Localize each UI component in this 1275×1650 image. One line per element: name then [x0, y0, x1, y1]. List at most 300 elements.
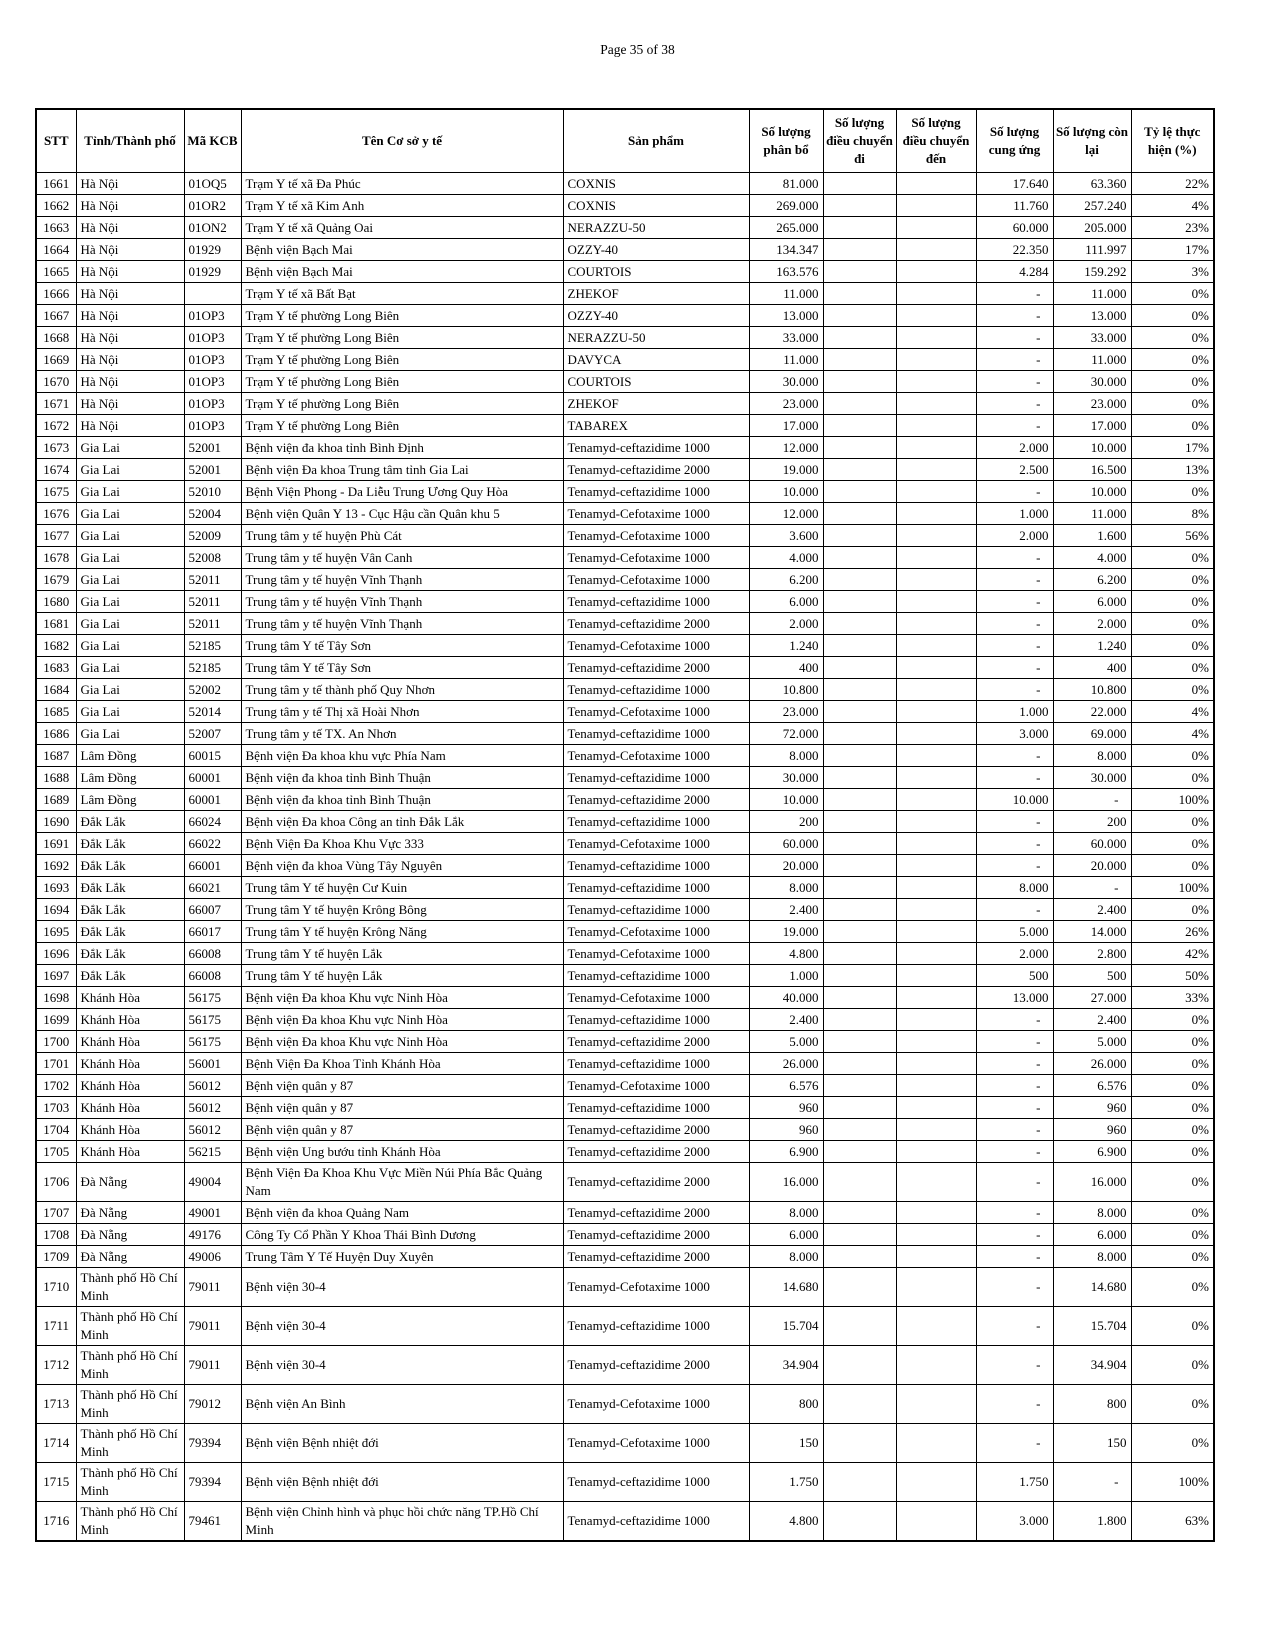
- cell-product: Tenamyd-ceftazidime 1000: [563, 899, 749, 921]
- cell-supplied: 2.500: [976, 459, 1053, 481]
- table-row: [36, 987, 1214, 1009]
- cell-transfer-in: [896, 899, 976, 921]
- cell-province: Hà Nội: [76, 261, 184, 283]
- cell-product: OZZY-40: [563, 305, 749, 327]
- cell-stt: 1703: [36, 1097, 76, 1119]
- cell-code: 52002: [184, 679, 241, 701]
- cell-product: Tenamyd-Cefotaxime 1000: [563, 1385, 749, 1424]
- cell-allocated: 6.000: [749, 591, 823, 613]
- cell-rate: 0%: [1131, 1346, 1214, 1385]
- cell-product: Tenamyd-ceftazidime 2000: [563, 1119, 749, 1141]
- cell-rate: 42%: [1131, 943, 1214, 965]
- cell-transfer-out: [823, 1346, 896, 1385]
- table-row: [36, 1224, 1214, 1246]
- cell-province: Khánh Hòa: [76, 1053, 184, 1075]
- cell-stt: 1705: [36, 1141, 76, 1163]
- table-row: [36, 1075, 1214, 1097]
- cell-transfer-out: [823, 767, 896, 789]
- cell-transfer-in: [896, 877, 976, 899]
- cell-transfer-out: [823, 371, 896, 393]
- cell-allocated: 8.000: [749, 1246, 823, 1268]
- cell-allocated: 13.000: [749, 305, 823, 327]
- table-row: [36, 1119, 1214, 1141]
- cell-transfer-in: [896, 965, 976, 987]
- cell-transfer-out: [823, 1424, 896, 1463]
- cell-remaining: 33.000: [1053, 327, 1131, 349]
- cell-code: 66021: [184, 877, 241, 899]
- cell-stt: 1693: [36, 877, 76, 899]
- column-header-stt: STT: [36, 109, 76, 173]
- cell-stt: 1691: [36, 833, 76, 855]
- cell-remaining: 10.000: [1053, 481, 1131, 503]
- cell-stt: 1695: [36, 921, 76, 943]
- cell-rate: 13%: [1131, 459, 1214, 481]
- cell-rate: 0%: [1131, 855, 1214, 877]
- cell-transfer-in: [896, 459, 976, 481]
- cell-allocated: 200: [749, 811, 823, 833]
- cell-transfer-in: [896, 657, 976, 679]
- cell-facility: Bệnh viện Bệnh nhiệt đới: [241, 1463, 563, 1502]
- table-row: [36, 591, 1214, 613]
- cell-allocated: 17.000: [749, 415, 823, 437]
- cell-remaining: 8.000: [1053, 1202, 1131, 1224]
- cell-facility: Công Ty Cổ Phần Y Khoa Thái Bình Dương: [241, 1224, 563, 1246]
- cell-remaining: 500: [1053, 965, 1131, 987]
- cell-stt: 1700: [36, 1031, 76, 1053]
- cell-product: Tenamyd-ceftazidime 2000: [563, 789, 749, 811]
- cell-product: Tenamyd-Cefotaxime 1000: [563, 833, 749, 855]
- cell-facility: Bệnh viện Quân Y 13 - Cục Hậu cần Quân khu 5: [241, 503, 563, 525]
- cell-transfer-out: [823, 679, 896, 701]
- cell-facility: Bệnh viện đa khoa tỉnh Bình Thuận: [241, 789, 563, 811]
- cell-remaining: 1.240: [1053, 635, 1131, 657]
- cell-rate: 0%: [1131, 1224, 1214, 1246]
- cell-product: Tenamyd-ceftazidime 1000: [563, 591, 749, 613]
- table-row: [36, 195, 1214, 217]
- cell-facility: Bệnh viện Đa khoa Khu vực Ninh Hòa: [241, 987, 563, 1009]
- cell-supplied: -: [976, 415, 1053, 437]
- cell-facility: Trung tâm y tế huyện Vĩnh Thạnh: [241, 613, 563, 635]
- cell-province: Hà Nội: [76, 371, 184, 393]
- cell-transfer-in: [896, 217, 976, 239]
- cell-province: Lâm Đồng: [76, 767, 184, 789]
- cell-transfer-in: [896, 1307, 976, 1346]
- cell-stt: 1709: [36, 1246, 76, 1268]
- table-row: [36, 393, 1214, 415]
- cell-stt: 1708: [36, 1224, 76, 1246]
- cell-province: Hà Nội: [76, 305, 184, 327]
- cell-remaining: 16.000: [1053, 1163, 1131, 1202]
- cell-facility: Bệnh viện đa khoa tỉnh Bình Định: [241, 437, 563, 459]
- cell-rate: 4%: [1131, 701, 1214, 723]
- table-row: [36, 349, 1214, 371]
- cell-supplied: -: [976, 591, 1053, 613]
- cell-stt: 1662: [36, 195, 76, 217]
- cell-facility: Bệnh viện Đa khoa Khu vực Ninh Hòa: [241, 1031, 563, 1053]
- table-row: [36, 811, 1214, 833]
- cell-facility: Trung tâm y tế huyện Vân Canh: [241, 547, 563, 569]
- cell-product: OZZY-40: [563, 239, 749, 261]
- cell-transfer-in: [896, 261, 976, 283]
- table-row: [36, 679, 1214, 701]
- cell-province: Thành phố Hồ Chí Minh: [76, 1385, 184, 1424]
- cell-transfer-in: [896, 789, 976, 811]
- cell-remaining: 30.000: [1053, 371, 1131, 393]
- cell-allocated: 5.000: [749, 1031, 823, 1053]
- cell-province: Khánh Hòa: [76, 1097, 184, 1119]
- cell-stt: 1689: [36, 789, 76, 811]
- cell-code: 01OP3: [184, 371, 241, 393]
- cell-transfer-out: [823, 547, 896, 569]
- table-row: [36, 261, 1214, 283]
- cell-product: Tenamyd-ceftazidime 1000: [563, 723, 749, 745]
- cell-province: Gia Lai: [76, 437, 184, 459]
- cell-stt: 1674: [36, 459, 76, 481]
- cell-code: 56215: [184, 1141, 241, 1163]
- cell-rate: 0%: [1131, 349, 1214, 371]
- cell-province: Lâm Đồng: [76, 745, 184, 767]
- cell-facility: Trung tâm y tế thành phố Quy Nhơn: [241, 679, 563, 701]
- table-row: [36, 1307, 1214, 1346]
- cell-transfer-in: [896, 371, 976, 393]
- cell-transfer-out: [823, 195, 896, 217]
- cell-rate: 0%: [1131, 767, 1214, 789]
- cell-transfer-out: [823, 1141, 896, 1163]
- cell-transfer-in: [896, 569, 976, 591]
- cell-code: 52009: [184, 525, 241, 547]
- table-row: [36, 283, 1214, 305]
- cell-supplied: 13.000: [976, 987, 1053, 1009]
- cell-facility: Trung tâm y tế Thị xã Hoài Nhơn: [241, 701, 563, 723]
- table-row: [36, 767, 1214, 789]
- cell-stt: 1714: [36, 1424, 76, 1463]
- cell-facility: Trạm Y tế xã Kim Anh: [241, 195, 563, 217]
- cell-remaining: 1.600: [1053, 525, 1131, 547]
- cell-allocated: 10.000: [749, 481, 823, 503]
- cell-allocated: 40.000: [749, 987, 823, 1009]
- cell-facility: Bệnh viện 30-4: [241, 1346, 563, 1385]
- cell-product: Tenamyd-Cefotaxime 1000: [563, 1075, 749, 1097]
- cell-remaining: 16.500: [1053, 459, 1131, 481]
- cell-stt: 1686: [36, 723, 76, 745]
- cell-rate: 0%: [1131, 1119, 1214, 1141]
- cell-stt: 1713: [36, 1385, 76, 1424]
- cell-rate: 0%: [1131, 591, 1214, 613]
- cell-transfer-in: [896, 1009, 976, 1031]
- table-row: [36, 437, 1214, 459]
- cell-rate: 0%: [1131, 1075, 1214, 1097]
- cell-remaining: 26.000: [1053, 1053, 1131, 1075]
- cell-province: Thành phố Hồ Chí Minh: [76, 1307, 184, 1346]
- cell-product: ZHEKOF: [563, 283, 749, 305]
- cell-allocated: 10.000: [749, 789, 823, 811]
- cell-allocated: 12.000: [749, 503, 823, 525]
- cell-facility: Trung tâm y tế huyện Vĩnh Thạnh: [241, 591, 563, 613]
- cell-province: Gia Lai: [76, 481, 184, 503]
- cell-facility: Bệnh viện quân y 87: [241, 1097, 563, 1119]
- cell-facility: Bệnh Viện Đa Khoa Khu Vực Miền Núi Phía Bắc Quảng Nam: [241, 1163, 563, 1202]
- table-row: [36, 327, 1214, 349]
- cell-supplied: 1.000: [976, 701, 1053, 723]
- cell-supplied: -: [976, 1119, 1053, 1141]
- cell-stt: 1711: [36, 1307, 76, 1346]
- cell-facility: Bệnh viện Đa khoa Trung tâm tỉnh Gia Lai: [241, 459, 563, 481]
- cell-product: COURTOIS: [563, 371, 749, 393]
- cell-transfer-out: [823, 1097, 896, 1119]
- cell-product: Tenamyd-Cefotaxime 1000: [563, 569, 749, 591]
- table-row: [36, 1141, 1214, 1163]
- cell-facility: Bệnh viện 30-4: [241, 1307, 563, 1346]
- cell-allocated: 23.000: [749, 701, 823, 723]
- cell-supplied: -: [976, 767, 1053, 789]
- cell-facility: Trung tâm Y tế huyện Lắk: [241, 943, 563, 965]
- cell-province: Đà Nẵng: [76, 1202, 184, 1224]
- cell-province: Đắk Lắk: [76, 899, 184, 921]
- cell-transfer-in: [896, 1053, 976, 1075]
- cell-code: 56012: [184, 1097, 241, 1119]
- cell-rate: 8%: [1131, 503, 1214, 525]
- cell-transfer-out: [823, 1463, 896, 1502]
- cell-allocated: 10.800: [749, 679, 823, 701]
- cell-province: Gia Lai: [76, 657, 184, 679]
- cell-allocated: 8.000: [749, 877, 823, 899]
- cell-stt: 1685: [36, 701, 76, 723]
- cell-allocated: 30.000: [749, 767, 823, 789]
- cell-transfer-in: [896, 613, 976, 635]
- cell-transfer-in: [896, 1463, 976, 1502]
- cell-remaining: 6.576: [1053, 1075, 1131, 1097]
- cell-transfer-out: [823, 613, 896, 635]
- cell-transfer-out: [823, 1075, 896, 1097]
- table-row: [36, 745, 1214, 767]
- cell-transfer-in: [896, 547, 976, 569]
- cell-allocated: 150: [749, 1424, 823, 1463]
- cell-remaining: 111.997: [1053, 239, 1131, 261]
- cell-rate: 0%: [1131, 393, 1214, 415]
- cell-supplied: 11.760: [976, 195, 1053, 217]
- cell-stt: 1661: [36, 173, 76, 195]
- cell-facility: Trung tâm Y tế huyện Cư Kuin: [241, 877, 563, 899]
- cell-stt: 1707: [36, 1202, 76, 1224]
- cell-transfer-in: [896, 1424, 976, 1463]
- cell-code: 79394: [184, 1424, 241, 1463]
- table-row: [36, 833, 1214, 855]
- header-row: [36, 109, 1214, 173]
- cell-product: Tenamyd-ceftazidime 1000: [563, 437, 749, 459]
- cell-product: Tenamyd-ceftazidime 2000: [563, 1031, 749, 1053]
- cell-code: 52001: [184, 437, 241, 459]
- cell-rate: 0%: [1131, 305, 1214, 327]
- cell-transfer-in: [896, 327, 976, 349]
- cell-transfer-in: [896, 283, 976, 305]
- cell-province: Thành phố Hồ Chí Minh: [76, 1502, 184, 1542]
- cell-transfer-out: [823, 437, 896, 459]
- cell-transfer-in: [896, 591, 976, 613]
- cell-remaining: -: [1053, 1463, 1131, 1502]
- cell-product: COXNIS: [563, 195, 749, 217]
- cell-facility: Bệnh viện Đa khoa khu vực Phía Nam: [241, 745, 563, 767]
- cell-allocated: 2.400: [749, 899, 823, 921]
- cell-code: 01OQ5: [184, 173, 241, 195]
- cell-allocated: 800: [749, 1385, 823, 1424]
- table-row: [36, 1031, 1214, 1053]
- cell-allocated: 265.000: [749, 217, 823, 239]
- cell-product: Tenamyd-ceftazidime 1000: [563, 855, 749, 877]
- cell-allocated: 1.750: [749, 1463, 823, 1502]
- cell-province: Đắk Lắk: [76, 943, 184, 965]
- cell-supplied: -: [976, 1268, 1053, 1307]
- cell-code: 49176: [184, 1224, 241, 1246]
- table-row: [36, 1346, 1214, 1385]
- cell-code: 52011: [184, 591, 241, 613]
- cell-supplied: -: [976, 1031, 1053, 1053]
- cell-transfer-out: [823, 459, 896, 481]
- table-row: [36, 1009, 1214, 1031]
- cell-product: Tenamyd-Cefotaxime 1000: [563, 525, 749, 547]
- cell-code: 52010: [184, 481, 241, 503]
- cell-stt: 1687: [36, 745, 76, 767]
- cell-supplied: -: [976, 657, 1053, 679]
- cell-facility: Bệnh viện đa khoa Vùng Tây Nguyên: [241, 855, 563, 877]
- cell-stt: 1668: [36, 327, 76, 349]
- cell-transfer-out: [823, 305, 896, 327]
- cell-transfer-out: [823, 723, 896, 745]
- cell-transfer-in: [896, 1031, 976, 1053]
- cell-transfer-out: [823, 855, 896, 877]
- cell-facility: Trung tâm y tế huyện Phù Cát: [241, 525, 563, 547]
- cell-product: NERAZZU-50: [563, 327, 749, 349]
- cell-stt: 1665: [36, 261, 76, 283]
- cell-code: [184, 283, 241, 305]
- cell-supplied: 10.000: [976, 789, 1053, 811]
- cell-transfer-in: [896, 349, 976, 371]
- cell-allocated: 3.600: [749, 525, 823, 547]
- cell-transfer-out: [823, 1163, 896, 1202]
- cell-transfer-in: [896, 1163, 976, 1202]
- cell-product: Tenamyd-ceftazidime 1000: [563, 965, 749, 987]
- cell-transfer-in: [896, 1202, 976, 1224]
- cell-product: Tenamyd-Cefotaxime 1000: [563, 1424, 749, 1463]
- cell-supplied: 60.000: [976, 217, 1053, 239]
- cell-code: 01OP3: [184, 393, 241, 415]
- table-row: [36, 305, 1214, 327]
- cell-code: 01OP3: [184, 415, 241, 437]
- cell-rate: 0%: [1131, 613, 1214, 635]
- cell-rate: 0%: [1131, 327, 1214, 349]
- cell-facility: Trung tâm y tế huyện Vĩnh Thạnh: [241, 569, 563, 591]
- cell-transfer-out: [823, 635, 896, 657]
- cell-facility: Bệnh viện Chỉnh hình và phục hồi chức năng TP.Hồ Chí Minh: [241, 1502, 563, 1542]
- cell-rate: 0%: [1131, 415, 1214, 437]
- table-row: [36, 1097, 1214, 1119]
- cell-rate: 63%: [1131, 1502, 1214, 1542]
- cell-product: Tenamyd-Cefotaxime 1000: [563, 745, 749, 767]
- cell-remaining: 200: [1053, 811, 1131, 833]
- table-row: [36, 217, 1214, 239]
- cell-rate: 0%: [1131, 481, 1214, 503]
- cell-remaining: 257.240: [1053, 195, 1131, 217]
- cell-province: Hà Nội: [76, 239, 184, 261]
- cell-allocated: 26.000: [749, 1053, 823, 1075]
- cell-remaining: 6.200: [1053, 569, 1131, 591]
- cell-allocated: 60.000: [749, 833, 823, 855]
- cell-facility: Bệnh viện Đa khoa Công an tỉnh Đắk Lắk: [241, 811, 563, 833]
- cell-transfer-out: [823, 789, 896, 811]
- table-row: [36, 635, 1214, 657]
- cell-rate: 100%: [1131, 789, 1214, 811]
- cell-code: 52011: [184, 569, 241, 591]
- cell-facility: Bệnh viện Bạch Mai: [241, 239, 563, 261]
- cell-code: 52185: [184, 657, 241, 679]
- cell-transfer-out: [823, 877, 896, 899]
- cell-code: 79394: [184, 1463, 241, 1502]
- cell-stt: 1684: [36, 679, 76, 701]
- cell-transfer-out: [823, 1246, 896, 1268]
- cell-transfer-out: [823, 1053, 896, 1075]
- cell-allocated: 15.704: [749, 1307, 823, 1346]
- cell-facility: Bệnh viện quân y 87: [241, 1075, 563, 1097]
- cell-facility: Trung tâm Y tế huyện Krông Năng: [241, 921, 563, 943]
- cell-supplied: -: [976, 569, 1053, 591]
- cell-transfer-in: [896, 745, 976, 767]
- cell-supplied: -: [976, 283, 1053, 305]
- column-header-code: Mã KCB: [184, 109, 241, 173]
- table-row: [36, 1202, 1214, 1224]
- cell-stt: 1698: [36, 987, 76, 1009]
- column-header-supplied: Số lượng cung ứng: [976, 109, 1053, 173]
- cell-remaining: 2.800: [1053, 943, 1131, 965]
- cell-transfer-in: [896, 767, 976, 789]
- cell-province: Thành phố Hồ Chí Minh: [76, 1346, 184, 1385]
- cell-remaining: 10.000: [1053, 437, 1131, 459]
- column-header-product: Sản phẩm: [563, 109, 749, 173]
- cell-product: Tenamyd-Cefotaxime 1000: [563, 921, 749, 943]
- cell-supplied: 1.000: [976, 503, 1053, 525]
- cell-transfer-in: [896, 195, 976, 217]
- cell-stt: 1716: [36, 1502, 76, 1542]
- cell-product: Tenamyd-ceftazidime 2000: [563, 1224, 749, 1246]
- cell-rate: 0%: [1131, 679, 1214, 701]
- cell-transfer-in: [896, 305, 976, 327]
- cell-facility: Trung tâm Y tế Tây Sơn: [241, 635, 563, 657]
- table-row: [36, 877, 1214, 899]
- cell-code: 60001: [184, 767, 241, 789]
- cell-transfer-out: [823, 833, 896, 855]
- cell-code: 52011: [184, 613, 241, 635]
- cell-province: Thành phố Hồ Chí Minh: [76, 1463, 184, 1502]
- cell-facility: Trung Tâm Y Tế Huyện Duy Xuyên: [241, 1246, 563, 1268]
- cell-supplied: -: [976, 679, 1053, 701]
- cell-remaining: 2.400: [1053, 899, 1131, 921]
- cell-product: Tenamyd-Cefotaxime 1000: [563, 503, 749, 525]
- cell-supplied: -: [976, 1424, 1053, 1463]
- cell-transfer-in: [896, 987, 976, 1009]
- cell-code: 01OP3: [184, 349, 241, 371]
- cell-stt: 1678: [36, 547, 76, 569]
- table-row: [36, 547, 1214, 569]
- cell-transfer-in: [896, 1119, 976, 1141]
- cell-remaining: 8.000: [1053, 1246, 1131, 1268]
- cell-facility: Trạm Y tế phường Long Biên: [241, 327, 563, 349]
- cell-facility: Trạm Y tế xã Đa Phúc: [241, 173, 563, 195]
- cell-product: Tenamyd-ceftazidime 1000: [563, 1053, 749, 1075]
- cell-remaining: 23.000: [1053, 393, 1131, 415]
- table-row: [36, 1053, 1214, 1075]
- cell-product: Tenamyd-Cefotaxime 1000: [563, 987, 749, 1009]
- cell-stt: 1669: [36, 349, 76, 371]
- cell-allocated: 8.000: [749, 745, 823, 767]
- cell-transfer-in: [896, 635, 976, 657]
